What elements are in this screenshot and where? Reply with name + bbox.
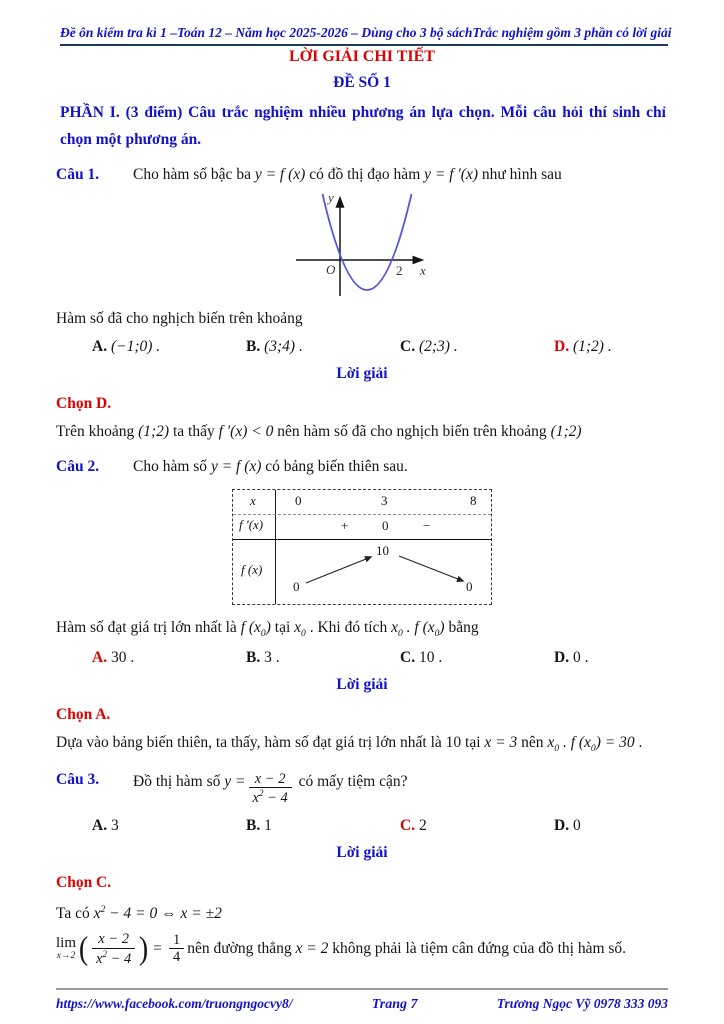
option-text: (−1;0) . — [110, 338, 161, 356]
q3-option-c — [400, 817, 554, 835]
q1-row — [56, 166, 668, 184]
q2-label: Câu 2. — [56, 458, 100, 476]
q1-chosen-answer: Chọn D. — [56, 395, 112, 413]
q3-question-tail: có mấy tiệm cận? — [294, 772, 408, 790]
option-text: (1;2) . — [572, 338, 612, 356]
option-letter: C. — [400, 338, 416, 356]
page-title: LỜI GIẢI CHI TIẾT — [289, 48, 435, 65]
option-text: 10 . — [418, 649, 443, 667]
option-text: 0 . — [572, 649, 589, 667]
q2-solution: Dựa vào bảng biến thiên, ta thấy, hàm số đạt giá trị lớn nhất là 10 tại x = 3 nên $x_0$ . f $(x_0) = 30$ . — [56, 734, 643, 755]
bbt-f-label: f (x) — [241, 562, 263, 578]
bbt-x-value-2: 8 — [470, 493, 477, 509]
option-text: 1 — [264, 816, 272, 834]
option-text: 3 — [110, 816, 119, 834]
q1-prompt: Hàm số đã cho nghịch biến trên khoảng — [56, 310, 303, 328]
bbt-arrows — [233, 490, 491, 604]
q2-option-b — [246, 649, 400, 667]
option-letter: B. — [246, 816, 261, 834]
result-fraction — [169, 932, 184, 966]
q3-limit-line: lim x→2 ( $\frac{x - 2}{x^2 - 4}$ ) = $\frac{1}{4}$ nên đường thẳng x = 2 không phải là tiệm cân đứng của đồ thị hàm số. — [56, 930, 627, 967]
q1-option-b — [246, 338, 400, 356]
option-letter: D. — [554, 649, 570, 667]
q1-solution: Trên khoảng (1;2) ta thấy f ′(x) < 0 nên hàm số đã cho nghịch biến trên khoảng (1;2) — [56, 423, 582, 441]
lim-word: lim — [56, 935, 77, 952]
option-letter: A. — [92, 649, 108, 667]
q3-solution-heading: Lời giải — [336, 843, 388, 861]
fraction-numerator: x − 2 — [98, 930, 129, 947]
option-text: 3 . — [264, 649, 280, 667]
bbt-f-peak: 10 — [376, 543, 389, 559]
origin-label: O — [326, 262, 336, 278]
graph-svg — [277, 188, 447, 300]
bbt-fprime-sign-right: − — [423, 518, 431, 534]
option-text: (2;3) . — [418, 338, 458, 356]
q2-option-c — [400, 649, 554, 667]
fraction-denominator: 4 — [169, 948, 184, 966]
fraction-denominator: $x^2 - 4$ — [92, 948, 135, 968]
q3-question — [133, 771, 668, 807]
q1-solution-heading: Lời giải — [336, 365, 388, 383]
q3-option-d — [554, 817, 708, 835]
q1-options — [92, 338, 668, 356]
page-footer — [56, 988, 668, 1013]
part1-heading: PHẦN I. (3 điểm) Câu trắc nghiệm nhiều phương án lựa chọn. Mỗi câu hỏi thí sinh chỉ chọn một phương án. — [60, 104, 666, 148]
option-text: 30 . — [110, 649, 135, 667]
fraction-numerator: x − 2 — [254, 770, 286, 787]
option-letter: C. — [400, 816, 416, 834]
bbt-x-value-1: 3 — [381, 493, 388, 509]
limit-fraction — [92, 931, 135, 967]
q2-prompt: Hàm số đạt giá trị lớn nhất là f $(x_0)$ tại $x_0$ . Khi đó tích $x_0$ . f $(x_0)$ bằng — [56, 619, 479, 640]
q2-chosen-answer: Chọn A. — [56, 706, 111, 724]
fraction-denominator: $x^2 - 4$ — [249, 787, 292, 807]
q3-question-lead: Đồ thị hàm số — [133, 772, 225, 790]
option-letter: D. — [554, 338, 570, 356]
q3-solution-line2-tail: nên đường thẳng x = 2 không phải là tiệm cân đứng của đồ thị hàm số. — [187, 939, 627, 957]
x-tick-2: 2 — [396, 263, 403, 279]
bbt-f-end: 0 — [466, 579, 473, 595]
bbt-x-value-0: 0 — [295, 493, 302, 509]
q3-options — [92, 817, 668, 835]
variation-table — [232, 489, 492, 605]
bbt-f-start: 0 — [293, 579, 300, 595]
option-letter: A. — [92, 338, 108, 356]
bbt-fprime-label: f ′(x) — [239, 517, 264, 533]
header-left-text: Đề ôn kiểm tra kì 1 –Toán 12 – Năm học 2025-2026 – Dùng cho 3 bộ sách — [60, 25, 473, 40]
q2-solution-heading: Lời giải — [336, 676, 388, 694]
option-letter: C. — [400, 649, 416, 667]
bbt-x-label: x — [250, 493, 256, 509]
option-letter: B. — [246, 338, 261, 356]
option-letter: A. — [92, 816, 108, 834]
page-header — [0, 0, 724, 46]
q2-question: Cho hàm số y = f (x) có bảng biến thiên sau. — [133, 458, 408, 476]
bbt-fprime-zero: 0 — [382, 518, 389, 534]
option-letter: B. — [246, 649, 261, 667]
option-text: 0 — [572, 816, 581, 834]
equals-sign: = — [153, 939, 162, 957]
q3-row — [56, 771, 668, 807]
q1-option-a — [92, 338, 246, 356]
q3-option-a — [92, 817, 246, 835]
q2-option-d — [554, 649, 708, 667]
exam-number: ĐỀ SỐ 1 — [333, 74, 391, 91]
header-right-text: Trắc nghiệm gồm 3 phần có lời giải — [472, 25, 672, 40]
q2-option-a — [92, 649, 246, 667]
content — [0, 166, 724, 967]
q1-question: Cho hàm số bậc ba y = f (x) có đồ thị đạo hàm y = f ′(x) như hình sau — [133, 166, 562, 184]
q3-y-equals: y = — [224, 772, 246, 790]
bbt-fprime-sign-left: + — [341, 518, 349, 534]
footer-page-number: Trang 7 — [371, 997, 418, 1012]
limit-expression — [56, 936, 76, 962]
q2-row — [56, 458, 668, 476]
option-text: (3;4) . — [264, 338, 303, 356]
q1-label: Câu 1. — [56, 166, 100, 184]
option-text: 2 — [418, 816, 427, 834]
q3-label: Câu 3. — [56, 770, 100, 788]
lim-subscript: x→2 — [56, 951, 76, 962]
footer-link[interactable]: https://www.facebook.com/truongngocvy8/ — [56, 996, 293, 1011]
q3-solution-line1: Ta có $x^2 - 4 = 0$ ⇔ x = ±2 — [56, 903, 222, 922]
option-letter: D. — [554, 816, 570, 834]
q2-options — [92, 649, 668, 667]
header-rule — [60, 25, 672, 46]
q3-option-b — [246, 817, 400, 835]
q3-chosen-answer: Chọn C. — [56, 873, 112, 891]
footer-author: Trương Ngọc Vỹ 0978 333 093 — [496, 996, 668, 1011]
fraction-numerator: 1 — [173, 931, 181, 948]
q1-option-d — [554, 338, 708, 356]
q3-fraction — [249, 771, 292, 807]
y-axis-label: y — [328, 190, 334, 206]
q1-option-c — [400, 338, 554, 356]
decrease-arrow-icon — [399, 556, 463, 581]
x-axis-label: x — [420, 263, 426, 279]
derivative-graph — [277, 188, 447, 300]
increase-arrow-icon — [306, 557, 371, 583]
